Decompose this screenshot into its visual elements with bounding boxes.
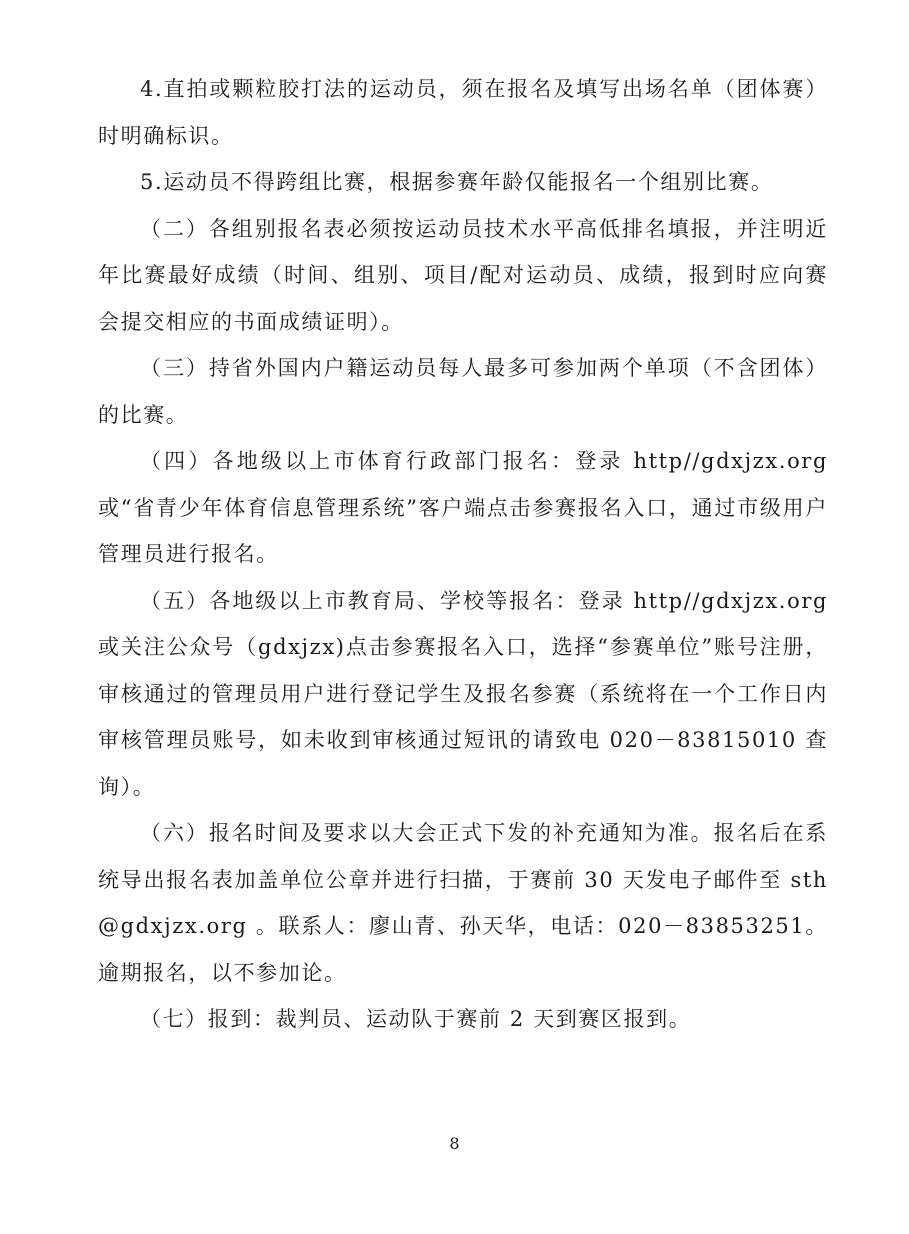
- paragraph-registration-form-ranking: （二）各组别报名表必须按运动员技术水平高低排名填报，并注明近年比赛最好成绩（时间、组别、项目/配对运动员、成绩，报到时应向赛会提交相应的书面成绩证明）。: [98, 216, 828, 334]
- paragraph-sports-dept-registration: （四）各地级以上市体育行政部门报名：登录 http//gdxjzx.org 或“省青少年体育信息管理系统”客户端点击参赛报名入口，通过市级用户管理员进行报名。: [98, 449, 828, 566]
- paragraph-registration-time: （六）报名时间及要求以大会正式下发的补充通知为准。报名后在系统导出报名表加盖单位公章并进行扫描，于赛前 30 天发电子邮件至 sth@gdxjzx.org 。联系人：廖山青、孙天华，电话：020－83853251。逾期报名，以不参加论。: [98, 821, 828, 985]
- paragraph-no-cross-group: 5.运动员不得跨组比赛，根据参赛年龄仅能报名一个组别比赛。: [140, 170, 774, 194]
- document-body: [98, 66, 828, 1043]
- paragraph-check-in: （七）报到：裁判员、运动队于赛前 2 天到赛区报到。: [140, 1007, 692, 1031]
- paragraph-education-bureau-registration: （五）各地级以上市教育局、学校等报名：登录 http//gdxjzx.org 或关注公众号（gdxjzx)点击参赛报名入口，选择“参赛单位”账号注册，审核通过的管理员用户进行登记学生及报名参赛（系统将在一个工作日内审核管理员账号，如未收到审核通过短讯的请致电 020－83815010 查询）。: [98, 588, 828, 799]
- paragraph-out-of-province-athletes: （三）持省外国内户籍运动员每人最多可参加两个单项（不含团体）的比赛。: [98, 356, 828, 427]
- paragraph-straight-grip-marking: 4.直拍或颗粒胶打法的运动员，须在报名及填写出场名单（团体赛）时明确标识。: [98, 77, 828, 148]
- page-number: 8: [449, 1134, 460, 1153]
